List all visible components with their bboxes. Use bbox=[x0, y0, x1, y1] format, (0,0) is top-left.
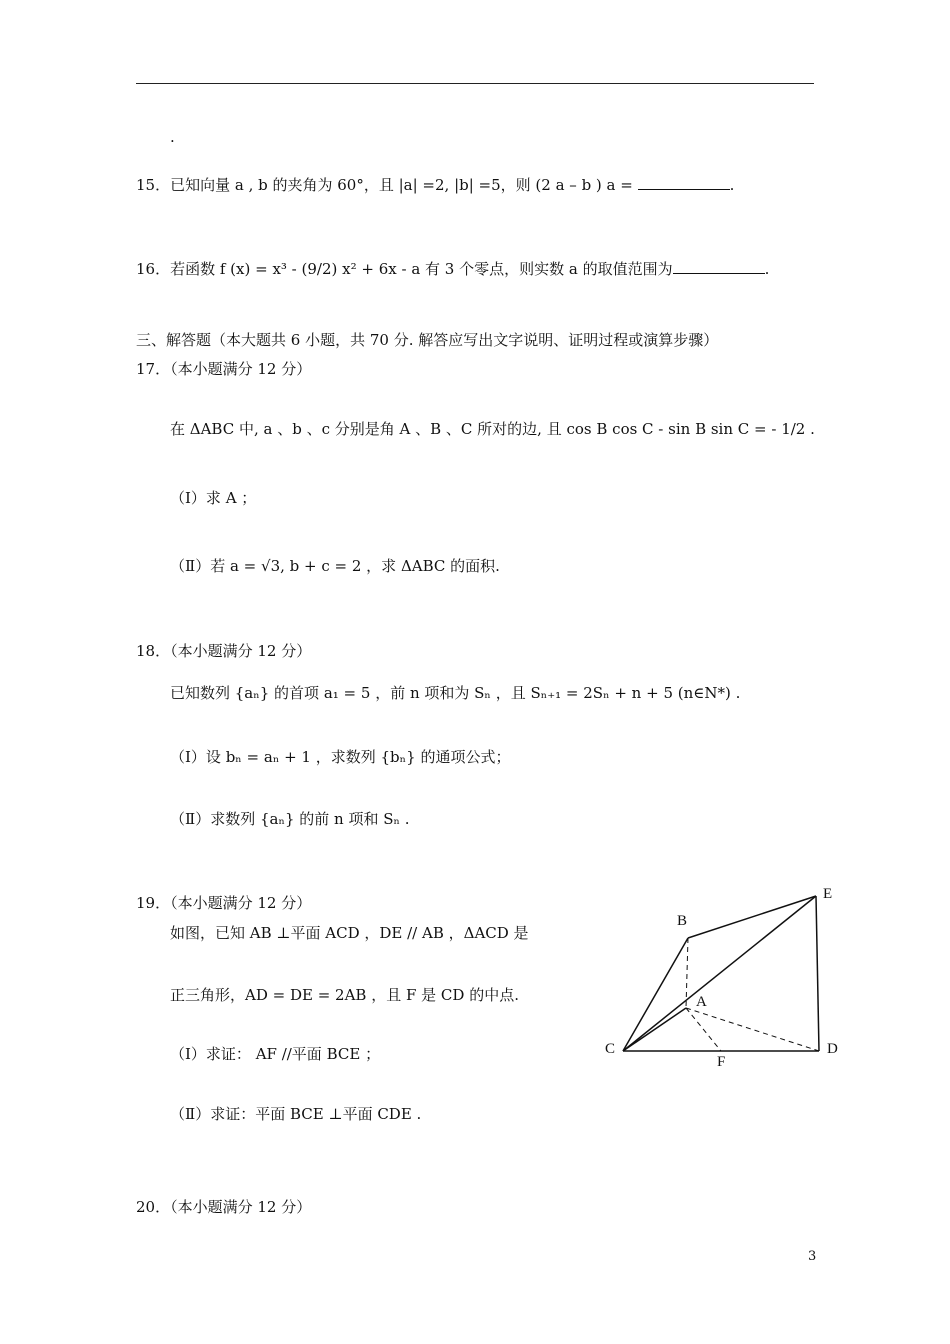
page-number: 3 bbox=[808, 1249, 817, 1264]
geometry-figure bbox=[595, 878, 855, 1078]
q18-part-2: （Ⅱ）求数列 {aₙ} 的前 n 项和 Sₙ . bbox=[170, 810, 410, 828]
q19-stem-line-1: 如图，已知 AB ⊥平面 ACD ，DE // AB ，ΔACD 是 bbox=[170, 924, 529, 942]
label-D: D bbox=[827, 1041, 838, 1057]
q18-head: 18．（本小题满分 12 分） bbox=[136, 642, 312, 660]
edge-ED bbox=[816, 896, 819, 1051]
question-16 bbox=[136, 258, 769, 279]
edge-CE bbox=[623, 896, 816, 1051]
q17-head: 17．（本小题满分 12 分） bbox=[136, 360, 312, 378]
question-15 bbox=[136, 174, 734, 195]
q20-head: 20．（本小题满分 12 分） bbox=[136, 1198, 312, 1216]
q15-text: 15．已知向量 a , b 的夹角为 60°，且 |a| =2, |b| =5，则 (2 a – b ) a = bbox=[136, 176, 638, 194]
q17-part-1: （Ⅰ）求 A ； bbox=[170, 489, 257, 507]
edge-BE bbox=[688, 896, 816, 938]
header-rule bbox=[136, 83, 814, 84]
edge-BA bbox=[686, 938, 688, 1008]
q16-end: . bbox=[764, 260, 770, 278]
label-F: F bbox=[717, 1054, 726, 1070]
q16-answer-blank bbox=[673, 259, 765, 274]
q17-part-2: （Ⅱ）若 a = √3, b + c = 2 ，求 ΔABC 的面积. bbox=[170, 557, 500, 575]
section-title: 三、解答题（本大题共 6 小题，共 70 分. 解答应写出文字说明、证明过程或演算步骤） bbox=[136, 331, 719, 349]
q18-stem: 已知数列 {aₙ} 的首项 a₁ = 5 ，前 n 项和为 Sₙ ，且 Sₙ₊₁ = 2Sₙ + n + 5 (n∈N*) . bbox=[170, 684, 741, 702]
q19-part-1: （Ⅰ）求证： AF //平面 BCE ； bbox=[170, 1045, 381, 1063]
edge-CA bbox=[623, 1008, 686, 1051]
label-E: E bbox=[823, 886, 833, 902]
q19-head: 19．（本小题满分 12 分） bbox=[136, 894, 312, 912]
label-A: A bbox=[696, 994, 707, 1010]
q19-stem-line-2: 正三角形，AD = DE = 2AB ，且 F 是 CD 的中点. bbox=[170, 986, 519, 1004]
q15-answer-blank bbox=[638, 175, 730, 190]
q18-part-1: （Ⅰ）设 bₙ = aₙ + 1 ，求数列 {bₙ} 的通项公式； bbox=[170, 748, 511, 766]
edge-AD bbox=[686, 1008, 819, 1051]
edge-CB bbox=[623, 938, 688, 1051]
leftover-dot: . bbox=[170, 128, 175, 146]
q19-part-2: （Ⅱ）求证：平面 BCE ⊥平面 CDE . bbox=[170, 1105, 422, 1123]
edge-AF bbox=[686, 1008, 721, 1051]
q17-stem: 在 ΔABC 中, a 、b 、c 分别是角 A 、B 、C 所对的边, 且 cos B cos C - sin B sin C = - 1/2 . bbox=[170, 420, 815, 438]
q16-text: 16．若函数 f (x) = x³ - (9/2) x² + 6x - a 有 3 个零点，则实数 a 的取值范围为 bbox=[136, 260, 673, 278]
q15-end: . bbox=[729, 176, 735, 194]
label-C: C bbox=[605, 1041, 616, 1057]
label-B: B bbox=[677, 913, 688, 929]
